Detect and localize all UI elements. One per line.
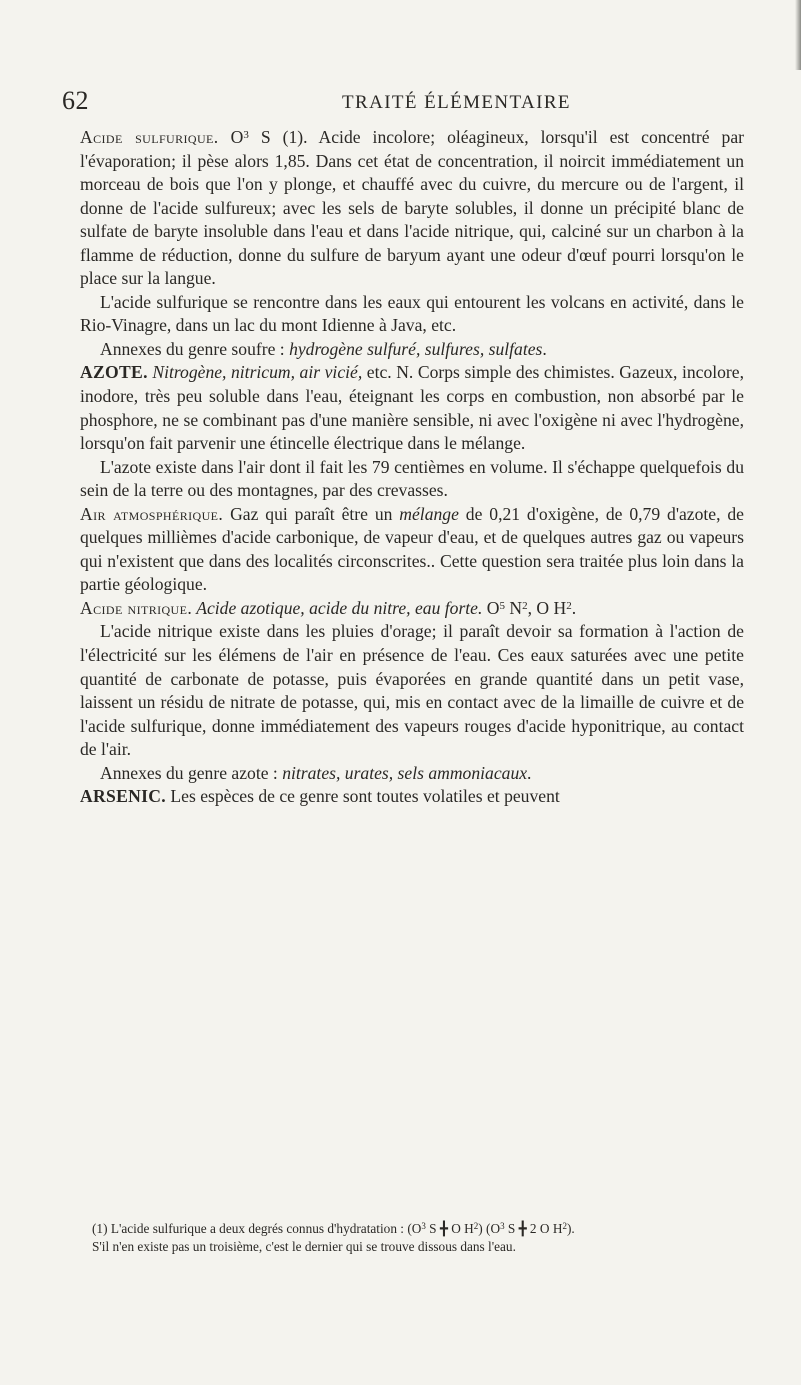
air-text-a: Gaz qui paraît être un — [223, 503, 400, 524]
footnote-1-text-b: S ╋ O H — [425, 1221, 474, 1236]
formula-s-footnote-ref: S (1). — [248, 127, 308, 147]
paragraph-azote-air: L'azote existe dans l'air dont il fait les 79 centièmes en volume. Il s'échappe quelquefois du sein de la terre ou des montagnes, par des crevasses. — [80, 456, 744, 501]
nitrique-formula-end: . — [571, 597, 577, 618]
nitrique-formula-o: O — [482, 597, 500, 618]
running-title: TRAITÉ ÉLÉMENTAIRE — [342, 92, 571, 113]
footnote-1-continued: S'il n'en existe pas un troisième, c'est le dernier qui se trouve dissous dans l'eau. — [92, 1238, 516, 1254]
page-edge-shadow — [795, 0, 801, 70]
paragraph-azote — [80, 361, 744, 455]
air-text-b: de 0,21 d'oxigène, de 0,79 d'azote, de quelques millièmes d'acide carbonique, de vapeur d'eau, et de quelques autres gaz ou vapeurs qui n'existent que dans des localités circonscrites.. Cette question sera traitée plus loin dans la partie géologique. — [80, 503, 744, 595]
air-atmospherique-heading: Air atmosphérique. — [80, 503, 224, 524]
footnote-1-text-a: (1) L'acide sulfurique a deux degrés connus d'hydratation : (O — [92, 1221, 422, 1236]
annexes-azote-end: . — [527, 762, 532, 783]
azote-synonyms: Nitrogène, nitricum, air vicié, — [147, 362, 363, 383]
paragraph-annexes-soufre — [80, 338, 744, 362]
page-number: 62 — [62, 86, 89, 115]
footnotes — [92, 1220, 752, 1255]
footnote-1 — [92, 1220, 752, 1238]
footnote-1-sup-4: 2 — [562, 1221, 567, 1231]
annexes-soufre-items: hydrogène sulfuré, sulfures, sulfates — [289, 338, 543, 359]
paragraph-air-atmospherique — [80, 503, 744, 597]
footnote-1-sup-1: 3 — [421, 1221, 426, 1231]
page-header — [62, 86, 752, 126]
annexes-azote-lead: Annexes du genre azote : — [100, 762, 283, 783]
paragraph-acide-sulfurique — [80, 126, 744, 291]
nitrique-formula-oh: , O H — [527, 597, 567, 618]
acide-nitrique-synonyms: Acide azotique, acide du nitre, eau forte. — [192, 597, 483, 618]
footnote-1-text-e: ). — [566, 1221, 575, 1236]
footnote-1-sup-3: 3 — [500, 1221, 505, 1231]
footnote-1-sup-2: 2 — [473, 1221, 479, 1231]
acide-sulfurique-text: Acide incolore; oléagineux, lorsqu'il est concentré par l'évaporation; il pèse alors 1,85. Dans cet état de concentration, il noircit immédiatement un morceau de bois que l'on y plonge, et chauffé avec du cuivre, du mercure ou de l'argent, il donne de l'acide sulfureux; avec les sels de baryte solubles, il donne un précipité blanc de sulfate de baryte insoluble dans l'eau et dans l'acide nitrique, qui, calciné sur un charbon à la flamme de réduction, donne du sulfure de baryum ayant une odeur d'œuf pourri lorsqu'on le place sur la langue. — [80, 127, 744, 289]
acide-sulfurique-heading: Acide sulfurique. — [80, 127, 219, 147]
formula-o-sup: 3 — [243, 129, 249, 141]
air-melange: mélange — [399, 503, 459, 524]
paragraph-arsenic — [80, 785, 744, 809]
footnote-1-text-d: S ╋ 2 O H — [504, 1221, 563, 1236]
footnote-1-text-c: ) (O — [478, 1221, 501, 1236]
paragraph-nitrique-orage: L'acide nitrique existe dans les pluies d'orage; il paraît devoir sa formation à l'action de l'électricité sur les élémens de l'air en présence de l'eau. Ces eaux saturées avec une petite quantité de carbonate de potasse, puis évaporées en grande quantité dans un petit vase, laissent un résidu de nitrate de potasse, qui, mis en contact avec de la limaille de cuivre et de l'acide sulfurique, donne immédiatement des vapeurs rouges d'acide hyponitrique, au contact de l'air. — [80, 621, 744, 760]
annexes-soufre-lead: Annexes du genre soufre : — [100, 338, 290, 359]
acide-nitrique-heading: Acide nitrique. — [80, 597, 193, 618]
azote-text: etc. N. Corps simple des chimistes. Gazeux, incolore, inodore, très peu soluble dans l'eau, éteignant les corps en combustion, non absorbé par le phosphore, ne se combinant pas d'une manière sensible, ni avec l'oxigène ni avec l'hydrogène, lorsqu'on fait parvenir une étincelle électrique dans le mélange. — [80, 362, 744, 454]
arsenic-heading: ARSENIC. — [80, 786, 166, 807]
annexes-soufre-end: . — [542, 338, 547, 359]
nitrique-formula-n: N — [505, 597, 523, 618]
nitrique-formula-oh-sup: 2 — [566, 599, 572, 612]
paragraph-sulfurique-volcans: L'acide sulfurique se rencontre dans les eaux qui entourent les volcans en activité, dans le Rio-Vinagre, dans un lac du mont Idienne à Java, etc. — [80, 291, 744, 336]
page-body — [80, 126, 744, 809]
annexes-azote-items: nitrates, urates, sels ammoniacaux — [282, 762, 528, 783]
paragraph-annexes-azote — [80, 762, 744, 786]
paragraph-acide-nitrique — [80, 597, 744, 621]
arsenic-text: Les espèces de ce genre sont toutes volatiles et peuvent — [166, 786, 560, 807]
nitrique-formula-n-sup: 2 — [522, 599, 528, 612]
formula-o: O — [230, 127, 244, 147]
azote-heading: AZOTE. — [80, 362, 148, 383]
nitrique-formula-o-sup: 5 — [499, 599, 506, 612]
